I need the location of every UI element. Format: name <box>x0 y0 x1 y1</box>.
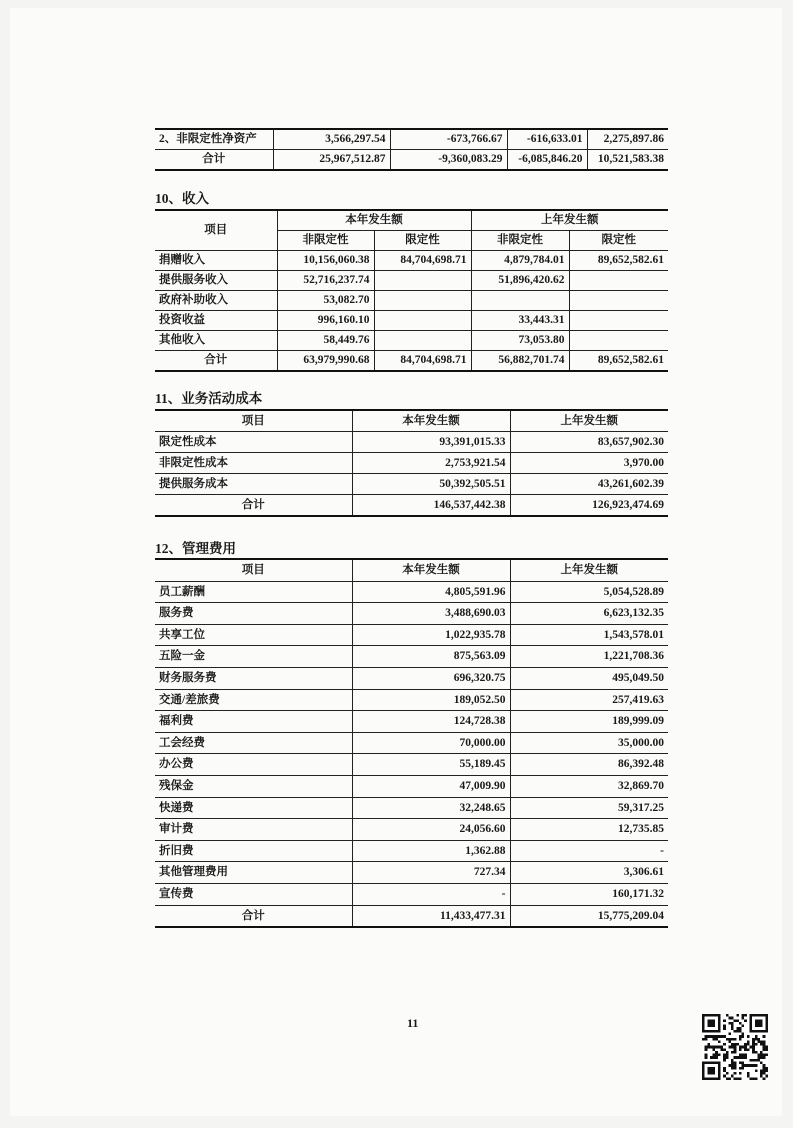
header-item: 项目 <box>155 210 277 251</box>
table-row <box>155 291 668 311</box>
cell-value <box>569 311 668 331</box>
row-label: 办公费 <box>155 754 352 776</box>
cell-value: 52,716,237.74 <box>277 271 374 291</box>
header-prior-year: 上年发生额 <box>510 410 668 432</box>
row-label: 工会经费 <box>155 732 352 754</box>
cell-value <box>471 291 569 311</box>
cell-value: - <box>510 840 668 862</box>
cell-value: 50,392,505.51 <box>352 474 510 495</box>
row-label: 政府补助收入 <box>155 291 277 311</box>
table-row <box>155 331 668 351</box>
cell-value: 84,704,698.71 <box>374 351 471 372</box>
table-row <box>155 775 668 797</box>
cell-value: 73,053.80 <box>471 331 569 351</box>
cell-value: 1,543,578.01 <box>510 624 668 646</box>
table-row <box>155 311 668 331</box>
cell-value <box>569 291 668 311</box>
cell-value: 59,317.25 <box>510 797 668 819</box>
table-row <box>155 862 668 884</box>
table-row <box>155 711 668 733</box>
cell-value: 47,009.90 <box>352 775 510 797</box>
cell-value: 32,869.70 <box>510 775 668 797</box>
table-row <box>155 883 668 905</box>
header-prior-year: 上年发生额 <box>510 559 668 581</box>
cell-value: 25,967,512.87 <box>273 150 390 171</box>
cell-value: 55,189.45 <box>352 754 510 776</box>
header-item: 项目 <box>155 410 352 432</box>
cell-value: 43,261,602.39 <box>510 474 668 495</box>
cell-value: 33,443.31 <box>471 311 569 331</box>
cell-value: 875,563.09 <box>352 646 510 668</box>
header-row <box>155 210 668 231</box>
cell-value <box>374 271 471 291</box>
row-label: 财务服务费 <box>155 667 352 689</box>
cell-value: 70,000.00 <box>352 732 510 754</box>
row-label: 投资收益 <box>155 311 277 331</box>
cell-value: 5,054,528.89 <box>510 581 668 603</box>
page-number: 11 <box>407 1016 419 1030</box>
row-label: 服务费 <box>155 603 352 625</box>
section-title-business-cost: 11、业务活动成本 <box>155 391 263 406</box>
header-row <box>155 410 668 432</box>
cell-value: 83,657,902.30 <box>510 432 668 453</box>
row-label: 其他管理费用 <box>155 862 352 884</box>
table-row <box>155 581 668 603</box>
table-row <box>155 646 668 668</box>
row-label: 非限定性成本 <box>155 453 352 474</box>
section-title-admin-expense: 12、管理费用 <box>155 541 236 556</box>
row-label: 合计 <box>155 351 277 372</box>
cell-value: 53,082.70 <box>277 291 374 311</box>
table-row <box>155 797 668 819</box>
table-row <box>155 474 668 495</box>
cell-value: 35,000.00 <box>510 732 668 754</box>
cell-value: 58,449.76 <box>277 331 374 351</box>
cell-value: 11,433,477.31 <box>352 905 510 927</box>
header-current-year: 本年发生额 <box>352 410 510 432</box>
cell-value: 10,521,583.38 <box>587 150 668 171</box>
income-table <box>155 209 668 372</box>
row-label: 员工薪酬 <box>155 581 352 603</box>
cell-value: 495,049.50 <box>510 667 668 689</box>
cell-value: 3,970.00 <box>510 453 668 474</box>
cell-value: 146,537,442.38 <box>352 495 510 517</box>
table-row <box>155 667 668 689</box>
cell-value: 1,221,708.36 <box>510 646 668 668</box>
cell-value: -616,633.01 <box>507 129 587 150</box>
row-label: 交通/差旅费 <box>155 689 352 711</box>
row-label: 提供服务成本 <box>155 474 352 495</box>
cell-value: 89,652,582.61 <box>569 351 668 372</box>
table-row <box>155 689 668 711</box>
row-label: 合计 <box>155 905 352 927</box>
cell-value: 63,979,990.68 <box>277 351 374 372</box>
cell-value: 160,171.32 <box>510 883 668 905</box>
row-label: 2、非限定性净资产 <box>155 129 273 150</box>
row-label: 合计 <box>155 150 273 171</box>
total-row <box>155 495 668 517</box>
row-label: 快递费 <box>155 797 352 819</box>
cell-value: 696,320.75 <box>352 667 510 689</box>
header-current-year: 本年发生额 <box>352 559 510 581</box>
cell-value: 4,879,784.01 <box>471 251 569 271</box>
row-label: 其他收入 <box>155 331 277 351</box>
cell-value: 84,704,698.71 <box>374 251 471 271</box>
table-row <box>155 150 668 171</box>
table-row <box>155 819 668 841</box>
table-row <box>155 271 668 291</box>
cell-value: 257,419.63 <box>510 689 668 711</box>
cell-value: 4,805,591.96 <box>352 581 510 603</box>
header-unrestricted: 非限定性 <box>277 231 374 251</box>
cell-value <box>374 291 471 311</box>
row-label: 共享工位 <box>155 624 352 646</box>
cell-value: 6,623,132.35 <box>510 603 668 625</box>
admin-expense-table <box>155 558 668 928</box>
total-row <box>155 351 668 372</box>
cell-value: 32,248.65 <box>352 797 510 819</box>
cell-value <box>569 271 668 291</box>
cell-value: 189,999.09 <box>510 711 668 733</box>
cell-value: 3,488,690.03 <box>352 603 510 625</box>
table-row <box>155 754 668 776</box>
header-restricted: 限定性 <box>569 231 668 251</box>
cell-value: 126,923,474.69 <box>510 495 668 517</box>
cell-value: 2,275,897.86 <box>587 129 668 150</box>
header-current-year: 本年发生额 <box>277 210 471 231</box>
cell-value: 727.34 <box>352 862 510 884</box>
table-row <box>155 432 668 453</box>
row-label: 折旧费 <box>155 840 352 862</box>
net-assets-table-continued <box>155 128 668 171</box>
cell-value: -673,766.67 <box>390 129 507 150</box>
section-title-income: 10、收入 <box>155 191 209 206</box>
business-cost-table <box>155 409 668 517</box>
table-row <box>155 732 668 754</box>
cell-value: 89,652,582.61 <box>569 251 668 271</box>
row-label: 宣传费 <box>155 883 352 905</box>
cell-value: 2,753,921.54 <box>352 453 510 474</box>
cell-value: 124,728.38 <box>352 711 510 733</box>
cell-value: 3,306.61 <box>510 862 668 884</box>
cell-value: 996,160.10 <box>277 311 374 331</box>
row-label: 限定性成本 <box>155 432 352 453</box>
table-row <box>155 840 668 862</box>
row-label: 福利费 <box>155 711 352 733</box>
cell-value <box>374 331 471 351</box>
row-label: 提供服务收入 <box>155 271 277 291</box>
cell-value: 93,391,015.33 <box>352 432 510 453</box>
cell-value <box>374 311 471 331</box>
table-row <box>155 453 668 474</box>
total-row <box>155 905 668 927</box>
header-unrestricted: 非限定性 <box>471 231 569 251</box>
header-item: 项目 <box>155 559 352 581</box>
cell-value: 1,022,935.78 <box>352 624 510 646</box>
cell-value: 51,896,420.62 <box>471 271 569 291</box>
row-label: 合计 <box>155 495 352 517</box>
header-prior-year: 上年发生额 <box>471 210 668 231</box>
cell-value: 56,882,701.74 <box>471 351 569 372</box>
cell-value <box>569 331 668 351</box>
cell-value: 12,735.85 <box>510 819 668 841</box>
row-label: 残保金 <box>155 775 352 797</box>
header-row <box>155 559 668 581</box>
cell-value: 10,156,060.38 <box>277 251 374 271</box>
cell-value: 15,775,209.04 <box>510 905 668 927</box>
cell-value: 1,362.88 <box>352 840 510 862</box>
table-row <box>155 603 668 625</box>
row-label: 五险一金 <box>155 646 352 668</box>
table-row <box>155 251 668 271</box>
table-row <box>155 624 668 646</box>
table-row <box>155 129 668 150</box>
cell-value: - <box>352 883 510 905</box>
cell-value: 189,052.50 <box>352 689 510 711</box>
cell-value: 86,392.48 <box>510 754 668 776</box>
row-label: 捐赠收入 <box>155 251 277 271</box>
cell-value: -6,085,846.20 <box>507 150 587 171</box>
cell-value: 24,056.60 <box>352 819 510 841</box>
row-label: 审计费 <box>155 819 352 841</box>
cell-value: 3,566,297.54 <box>273 129 390 150</box>
qr-code-icon <box>702 1014 768 1080</box>
header-restricted: 限定性 <box>374 231 471 251</box>
cell-value: -9,360,083.29 <box>390 150 507 171</box>
